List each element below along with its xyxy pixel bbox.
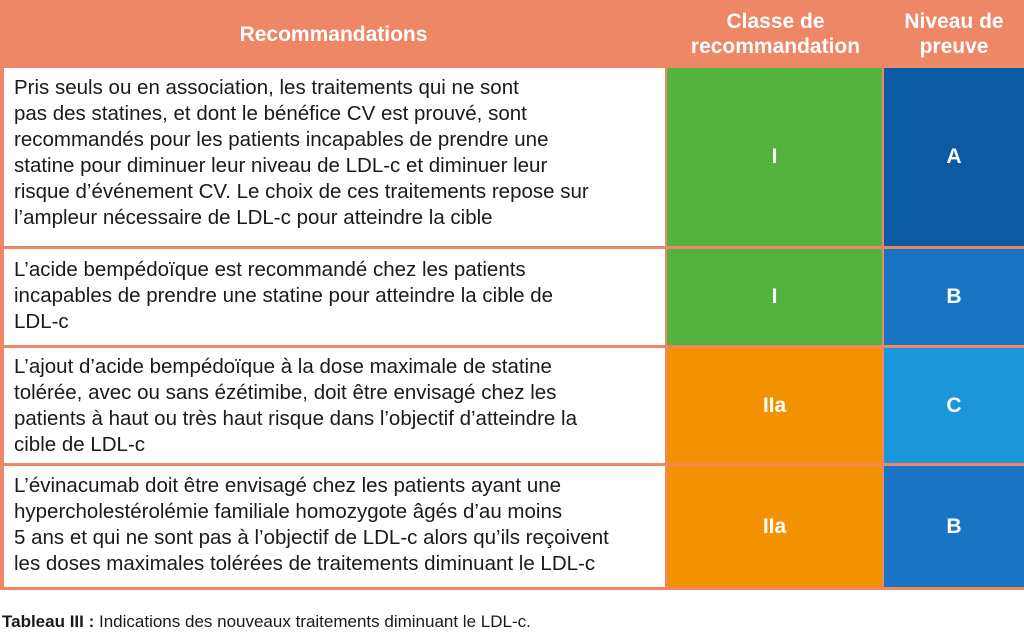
row-3-line-3: patients à haut ou très haut risque dans l’objectif d’atteindre la xyxy=(14,407,577,430)
row-3-line-1: L’ajout d’acide bempédoïque à la dose maximale de statine xyxy=(14,355,552,378)
row-4-line-3: 5 ans et qui ne sont pas à l’objectif de LDL-c alors qu’ils reçoivent xyxy=(14,526,609,549)
row-4-line-2: hypercholestérolémie familiale homozygote âgés d’au moins xyxy=(14,500,563,523)
row-1-line-6: l’ampleur nécessaire de LDL-c pour atteindre la cible xyxy=(14,206,493,229)
header-recommendations xyxy=(0,0,667,68)
row-1-level-badge xyxy=(884,68,1024,246)
row-1-line-3: recommandés pour les patients incapables de prendre une xyxy=(14,128,549,151)
header-class xyxy=(667,0,884,68)
row-2-level-value: B xyxy=(946,285,962,308)
table-row-3-recommendation xyxy=(4,348,665,463)
row-2-class-value: I xyxy=(771,285,778,308)
row-2-line-2: incapables de prendre une statine pour atteindre la cible de xyxy=(14,284,554,307)
row-1-level-value: A xyxy=(946,145,962,168)
row-1-class-value: I xyxy=(771,145,778,168)
header-recommendations-label: Recommandations xyxy=(239,22,428,46)
table-row-4-recommendation xyxy=(4,466,665,587)
row-4-level-value: B xyxy=(946,514,962,538)
header-level-line2: preuve xyxy=(919,35,989,58)
table-row-2-recommendation xyxy=(4,249,665,345)
row-1-class-badge xyxy=(667,68,882,246)
row-2-line-1: L’acide bempédoïque est recommandé chez les patients xyxy=(14,258,526,281)
row-4-class-value: IIa xyxy=(762,514,787,538)
row-3-class-value: IIa xyxy=(762,393,787,417)
row-4-line-1: L’évinacumab doit être envisagé chez les patients ayant une xyxy=(14,474,562,497)
row-1-line-4: statine pour diminuer leur niveau de LDL-c et diminuer leur xyxy=(14,154,548,177)
row-2-line-3: LDL-c xyxy=(14,310,69,333)
table-row-1-recommendation xyxy=(4,68,665,246)
header-level xyxy=(884,0,1024,68)
table-caption xyxy=(2,612,531,632)
row-3-line-2: tolérée, avec ou sans ézétimibe, doit être envisagé chez les xyxy=(14,381,557,404)
row-1-line-2: pas des statines, et dont le bénéfice CV est prouvé, sont xyxy=(14,102,527,125)
row-1-line-1: Pris seuls ou en association, les traitements qui ne sont xyxy=(14,76,519,99)
row-4-class-badge xyxy=(667,466,882,587)
caption-label: Tableau III : xyxy=(2,612,95,631)
row-4-line-4: les doses maximales tolérées de traitements diminuant le LDL-c xyxy=(14,552,596,575)
row-2-class-badge xyxy=(667,249,882,345)
row-4-level-badge xyxy=(884,466,1024,587)
header-class-line2: recommandation xyxy=(690,35,861,58)
header-class-line1: Classe de xyxy=(726,10,825,33)
row-3-level-badge xyxy=(884,348,1024,463)
row-3-level-value: C xyxy=(946,393,962,417)
header-level-line1: Niveau de xyxy=(904,10,1004,33)
row-3-class-badge xyxy=(667,348,882,463)
row-3-line-4: cible de LDL-c xyxy=(14,433,146,456)
row-2-level-badge xyxy=(884,249,1024,345)
row-1-line-5: risque d’événement CV. Le choix de ces traitements repose sur xyxy=(14,180,589,203)
caption-text: Indications des nouveaux traitements diminuant le LDL-c. xyxy=(94,612,531,631)
